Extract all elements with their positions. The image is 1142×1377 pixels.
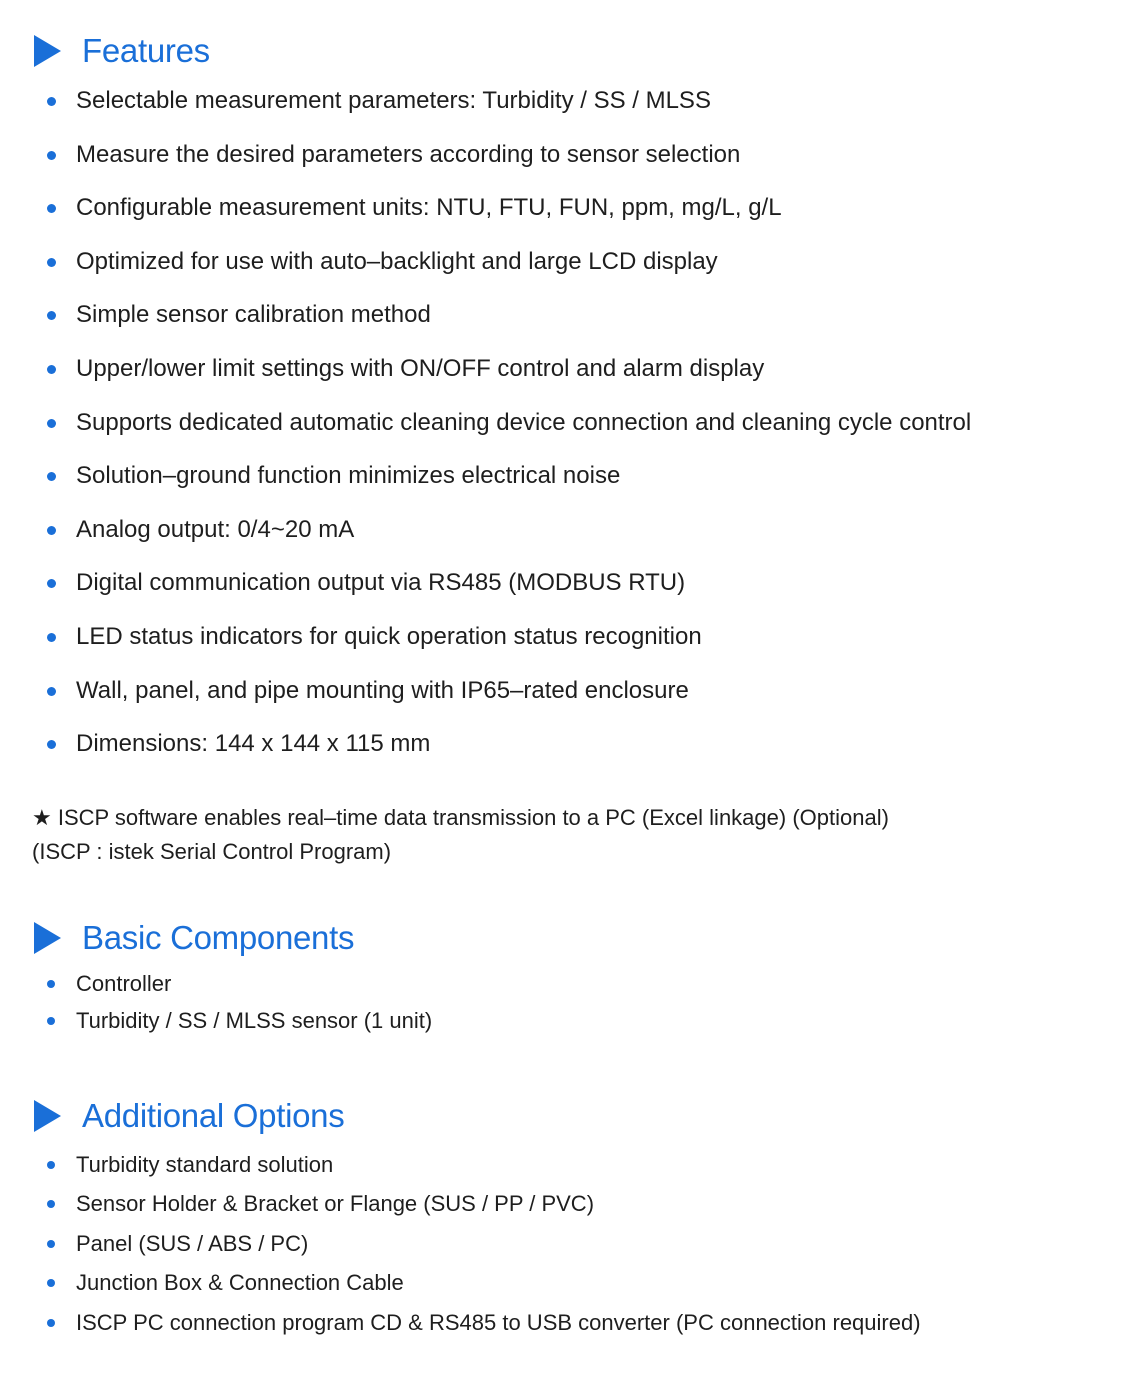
list-item-text: ISCP PC connection program CD & RS485 to USB converter (PC connection required): [76, 1309, 921, 1335]
list-item-text: Turbidity / SS / MLSS sensor (1 unit): [76, 1008, 433, 1033]
list-item: [38, 568, 971, 622]
bullet-icon: [47, 1017, 55, 1025]
basic-components-heading: [34, 918, 354, 958]
bullet-icon: [47, 1279, 55, 1287]
iscp-note-line-2: (ISCP : istek Serial Control Program): [32, 839, 392, 864]
list-item-text: Simple sensor calibration method: [76, 301, 431, 329]
list-item: [38, 86, 971, 140]
list-item-text: Dimensions: 144 x 144 x 115 mm: [76, 730, 431, 758]
list-item: [38, 1190, 921, 1229]
list-item-text: Optimized for use with auto–backlight and large LCD display: [76, 247, 718, 275]
bullet-icon: [47, 980, 55, 988]
list-item-text: Turbidity standard solution: [76, 1152, 334, 1177]
list-item-text: Junction Box & Connection Cable: [76, 1270, 404, 1296]
list-item-text: Selectable measurement parameters: Turbidity / SS / MLSS: [76, 87, 711, 114]
features-heading: [34, 31, 210, 71]
list-item-text: Measure the desired parameters according to sensor selection: [76, 140, 741, 168]
list-item-text: Panel (SUS / ABS / PC): [76, 1230, 309, 1256]
bullet-icon: [47, 365, 56, 374]
iscp-note-line-1: ★ ISCP software enables real–time data transmission to a PC (Excel linkage) (Optional): [32, 805, 889, 830]
bullet-icon: [47, 1319, 55, 1327]
list-item: [38, 1269, 921, 1308]
triangle-marker-icon: [34, 1100, 61, 1132]
features-heading-text: Features: [82, 32, 210, 69]
list-item: [38, 970, 432, 1007]
bullet-icon: [47, 472, 56, 481]
list-item: [38, 515, 971, 569]
list-item-text: Supports dedicated automatic cleaning device connection and cleaning cycle control: [76, 408, 972, 436]
bullet-icon: [47, 258, 56, 267]
list-item-text: Digital communication output via RS485 (MODBUS RTU): [76, 569, 686, 597]
list-item: [38, 140, 971, 194]
basic-components-heading-text: Basic Components: [82, 919, 355, 956]
list-item-text: Controller: [76, 971, 172, 996]
bullet-icon: [47, 311, 56, 320]
basic-components-list: [38, 970, 432, 1044]
list-item: [38, 408, 971, 462]
list-item-text: Wall, panel, and pipe mounting with IP65–rated enclosure: [76, 676, 689, 704]
bullet-icon: [47, 1240, 55, 1248]
list-item-text: Analog output: 0/4~20 mA: [76, 515, 355, 543]
triangle-marker-icon: [34, 922, 61, 954]
bullet-icon: [47, 687, 56, 696]
list-item: [38, 193, 971, 247]
list-item: [38, 247, 971, 301]
bullet-icon: [47, 419, 56, 428]
list-item: [38, 354, 971, 408]
list-item-text: Upper/lower limit settings with ON/OFF control and alarm display: [76, 354, 765, 382]
bullet-icon: [47, 633, 56, 642]
list-item-text: Solution–ground function minimizes electrical noise: [76, 462, 621, 490]
list-item: [38, 729, 971, 783]
additional-options-heading: [34, 1096, 344, 1136]
list-item: [38, 461, 971, 515]
additional-options-heading-text: Additional Options: [82, 1097, 345, 1134]
list-item-text: Configurable measurement units: NTU, FTU, FUN, ppm, mg/L, g/L: [76, 194, 782, 222]
iscp-note: [32, 801, 889, 869]
list-item: [38, 676, 971, 730]
features-list: [38, 86, 971, 783]
bullet-icon: [47, 1200, 55, 1208]
bullet-icon: [47, 204, 56, 213]
list-item-text: Sensor Holder & Bracket or Flange (SUS / PP / PVC): [76, 1191, 595, 1217]
list-item: [38, 1309, 921, 1348]
list-item: [38, 300, 971, 354]
list-item: [38, 1230, 921, 1269]
bullet-icon: [47, 97, 56, 106]
bullet-icon: [47, 740, 56, 749]
bullet-icon: [47, 579, 56, 588]
bullet-icon: [47, 1161, 55, 1169]
bullet-icon: [47, 526, 56, 535]
triangle-marker-icon: [34, 35, 61, 67]
additional-options-list: [38, 1151, 921, 1348]
list-item: [38, 622, 971, 676]
list-item: [38, 1007, 432, 1044]
list-item-text: LED status indicators for quick operation status recognition: [76, 622, 702, 650]
bullet-icon: [47, 151, 56, 160]
list-item: [38, 1151, 921, 1190]
